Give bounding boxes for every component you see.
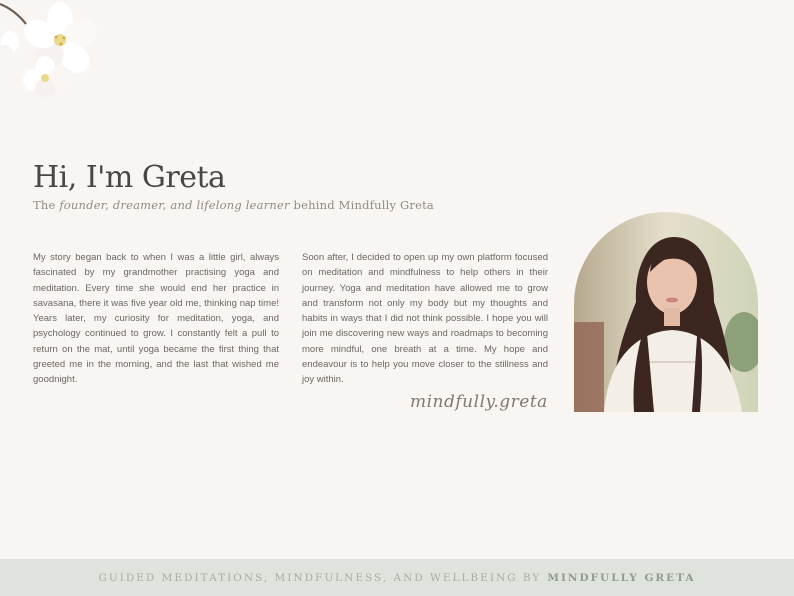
- subtitle-suffix: behind Mindfully Greta: [289, 198, 434, 212]
- page-subtitle: [33, 198, 434, 212]
- footer-tagline: GUIDED MEDITATIONS, MINDFULNESS, AND WELLBEING BY: [98, 571, 542, 584]
- portrait-photo: [574, 212, 758, 412]
- footer-brand: MINDFULLY GRETA: [547, 571, 696, 584]
- page-title: Hi, I'm Greta: [33, 160, 226, 195]
- cherry-blossom-illustration: [0, 0, 110, 100]
- story-paragraph-1: My story began back to when I was a little girl, always fascinated by my grandmother practising yoga and meditation. Every time she would end her practice in savasana, there it was five year old me, thinking nap time! Years later, my curiosity for meditation, yoga, and psychology continued to grow. I constantly felt a pull to return on the mat, until yoga became the first thing that greeted me in the morning, and the last that wished me goodnight.: [33, 252, 279, 386]
- subtitle-emphasis: founder, dreamer, and lifelong learner: [59, 198, 290, 212]
- subtitle-prefix: The: [33, 198, 60, 212]
- footer-banner: [0, 559, 794, 596]
- story-paragraph-2: Soon after, I decided to open up my own platform focused on meditation and mindfulness to help others in their journey. Yoga and meditation have allowed me to grow and transform not only my body but my thoughts and habits in ways that I did not think possible. I hope you will join me discovering new ways and roadmaps to becoming more mindful, one breath at a time. My hope and endeavour is to help you move closer to the stillness and joy within.: [302, 252, 548, 386]
- signature: mindfully.greta: [410, 392, 548, 412]
